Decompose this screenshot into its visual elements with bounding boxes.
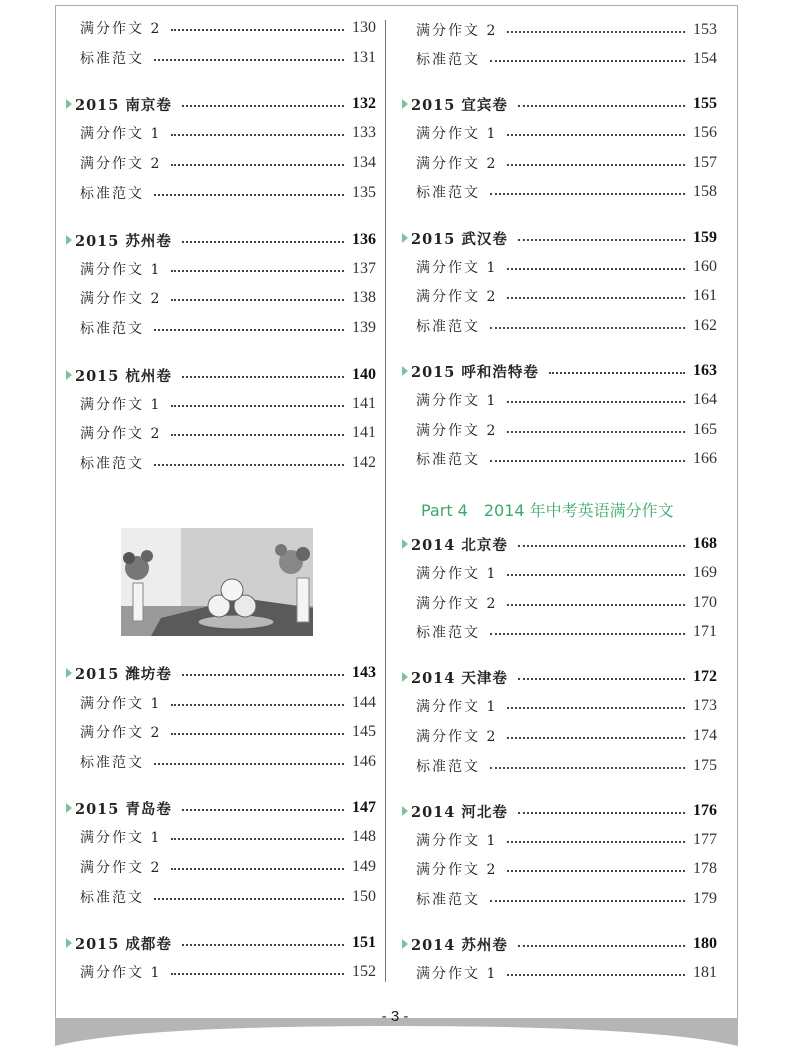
dot-leader bbox=[518, 239, 685, 241]
entry-page-number: 145 bbox=[352, 723, 376, 740]
entry-page-number: 163 bbox=[693, 362, 717, 379]
entry-title: 2015 杭州卷 bbox=[75, 367, 172, 385]
toc-section-entry bbox=[66, 796, 376, 820]
entry-title: 2015 南京卷 bbox=[75, 96, 172, 114]
entry-title: 满分作文 1 bbox=[416, 699, 498, 715]
toc-entry bbox=[416, 828, 717, 852]
entry-title: 满分作文 2 bbox=[80, 725, 162, 741]
dot-leader bbox=[171, 868, 344, 870]
toc-entry bbox=[80, 392, 376, 416]
entry-page-number: 153 bbox=[693, 21, 717, 38]
entry-page-number: 172 bbox=[693, 668, 717, 685]
toc-entry bbox=[416, 591, 717, 615]
toc-entry bbox=[416, 255, 717, 279]
dot-leader bbox=[171, 164, 344, 166]
toc-entry bbox=[416, 887, 717, 911]
entry-page-number: 160 bbox=[693, 258, 717, 275]
toc-section-entry bbox=[402, 359, 717, 383]
dot-leader bbox=[490, 633, 685, 635]
toc-entry bbox=[80, 257, 376, 281]
toc-entry bbox=[80, 691, 376, 715]
dot-leader bbox=[154, 329, 344, 331]
entry-title: 2014 苏州卷 bbox=[411, 936, 508, 954]
entry-page-number: 174 bbox=[693, 727, 717, 744]
entry-title: 标准范文 bbox=[416, 319, 480, 335]
toc-entry bbox=[80, 421, 376, 445]
dot-leader bbox=[182, 241, 344, 243]
dot-leader bbox=[507, 974, 685, 976]
entry-page-number: 181 bbox=[693, 964, 717, 981]
toc-entry bbox=[416, 314, 717, 338]
entry-title: 满分作文 2 bbox=[80, 860, 162, 876]
column-divider bbox=[385, 20, 386, 982]
entry-title: 满分作文 1 bbox=[80, 397, 162, 413]
entry-title: 满分作文 2 bbox=[416, 289, 498, 305]
dot-leader bbox=[518, 105, 685, 107]
dot-leader bbox=[154, 464, 344, 466]
entry-page-number: 135 bbox=[352, 184, 376, 201]
toc-entry bbox=[80, 825, 376, 849]
entry-page-number: 154 bbox=[693, 50, 717, 67]
dot-leader bbox=[549, 372, 685, 374]
entry-title: 满分作文 1 bbox=[416, 126, 498, 142]
toc-entry bbox=[80, 855, 376, 879]
toc-entry bbox=[416, 857, 717, 881]
entry-page-number: 170 bbox=[693, 594, 717, 611]
dot-leader bbox=[154, 763, 344, 765]
entry-title: 2015 武汉卷 bbox=[411, 230, 508, 248]
toc-entry bbox=[416, 447, 717, 471]
toc-section-entry bbox=[402, 92, 717, 116]
dot-leader bbox=[154, 59, 344, 61]
toc-entry bbox=[80, 885, 376, 909]
triangle-marker-icon bbox=[66, 99, 72, 109]
entry-page-number: 132 bbox=[352, 95, 376, 112]
dot-leader bbox=[171, 704, 344, 706]
triangle-marker-icon bbox=[402, 939, 408, 949]
entry-page-number: 141 bbox=[352, 424, 376, 441]
entry-title: 满分作文 2 bbox=[416, 156, 498, 172]
dot-leader bbox=[507, 604, 685, 606]
part-title: 2014 年中考英语满分作文 bbox=[483, 501, 674, 520]
entry-page-number: 166 bbox=[693, 450, 717, 467]
triangle-marker-icon bbox=[66, 668, 72, 678]
toc-entry bbox=[416, 151, 717, 175]
entry-title: 2015 成都卷 bbox=[75, 935, 172, 953]
entry-title: 标准范文 bbox=[416, 52, 480, 68]
entry-page-number: 144 bbox=[352, 694, 376, 711]
entry-page-number: 157 bbox=[693, 154, 717, 171]
toc-entry bbox=[416, 961, 717, 985]
dot-leader bbox=[507, 574, 685, 576]
dot-leader bbox=[507, 268, 685, 270]
entry-title: 2015 宜宾卷 bbox=[411, 96, 508, 114]
toc-entry bbox=[416, 388, 717, 412]
dot-leader bbox=[490, 767, 685, 769]
entry-title: 2014 河北卷 bbox=[411, 803, 508, 821]
entry-page-number: 131 bbox=[352, 49, 376, 66]
triangle-marker-icon bbox=[66, 803, 72, 813]
toc-section-entry bbox=[402, 665, 717, 689]
dot-leader bbox=[518, 545, 685, 547]
dot-leader bbox=[490, 193, 685, 195]
dot-leader bbox=[490, 460, 685, 462]
dot-leader bbox=[507, 401, 685, 403]
toc-section-entry bbox=[66, 228, 376, 252]
entry-page-number: 165 bbox=[693, 421, 717, 438]
entry-page-number: 142 bbox=[352, 454, 376, 471]
entry-title: 满分作文 2 bbox=[80, 156, 162, 172]
toc-entry bbox=[80, 316, 376, 340]
entry-page-number: 151 bbox=[352, 934, 376, 951]
dot-leader bbox=[490, 327, 685, 329]
toc-entry bbox=[416, 694, 717, 718]
entry-page-number: 169 bbox=[693, 564, 717, 581]
dot-leader bbox=[507, 431, 685, 433]
entry-title: 满分作文 1 bbox=[80, 965, 162, 981]
dot-leader bbox=[171, 270, 344, 272]
toc-section-entry bbox=[402, 226, 717, 250]
entry-page-number: 179 bbox=[693, 890, 717, 907]
dot-leader bbox=[171, 134, 344, 136]
entry-title: 2015 呼和浩特卷 bbox=[411, 363, 539, 381]
entry-page-number: 140 bbox=[352, 366, 376, 383]
entry-page-number: 175 bbox=[693, 757, 717, 774]
page-number: - 3 - bbox=[381, 1008, 409, 1025]
entry-title: 标准范文 bbox=[80, 755, 144, 771]
dot-leader bbox=[507, 164, 685, 166]
dot-leader bbox=[182, 809, 344, 811]
triangle-marker-icon bbox=[402, 99, 408, 109]
entry-page-number: 152 bbox=[352, 963, 376, 980]
entry-title: 满分作文 2 bbox=[416, 729, 498, 745]
entry-page-number: 176 bbox=[693, 802, 717, 819]
toc-entry bbox=[80, 286, 376, 310]
triangle-marker-icon bbox=[402, 539, 408, 549]
part-heading bbox=[421, 498, 690, 521]
entry-page-number: 137 bbox=[352, 260, 376, 277]
entry-page-number: 168 bbox=[693, 535, 717, 552]
entry-page-number: 162 bbox=[693, 317, 717, 334]
entry-page-number: 158 bbox=[693, 183, 717, 200]
toc-entry bbox=[416, 47, 717, 71]
entry-title: 标准范文 bbox=[416, 185, 480, 201]
entry-page-number: 141 bbox=[352, 395, 376, 412]
entry-title: 满分作文 2 bbox=[416, 596, 498, 612]
toc-entry bbox=[416, 180, 717, 204]
toc-entry bbox=[416, 620, 717, 644]
dot-leader bbox=[171, 733, 344, 735]
dot-leader bbox=[182, 674, 344, 676]
toc-entry bbox=[416, 121, 717, 145]
entry-title: 标准范文 bbox=[80, 890, 144, 906]
toc-entry bbox=[80, 181, 376, 205]
entry-title: 满分作文 1 bbox=[416, 833, 498, 849]
entry-title: 标准范文 bbox=[416, 452, 480, 468]
toc-section-entry bbox=[66, 661, 376, 685]
entry-title: 满分作文 1 bbox=[80, 696, 162, 712]
dot-leader bbox=[154, 194, 344, 196]
toc-entry bbox=[416, 724, 717, 748]
entry-title: 满分作文 2 bbox=[80, 291, 162, 307]
dot-leader bbox=[507, 297, 685, 299]
dot-leader bbox=[490, 900, 685, 902]
toc-section-entry bbox=[402, 932, 717, 956]
toc-entry bbox=[416, 561, 717, 585]
entry-page-number: 155 bbox=[693, 95, 717, 112]
entry-title: 标准范文 bbox=[80, 51, 144, 67]
entry-page-number: 134 bbox=[352, 154, 376, 171]
toc-section-entry bbox=[66, 92, 376, 116]
entry-title: 满分作文 1 bbox=[416, 966, 498, 982]
entry-title: 2015 苏州卷 bbox=[75, 232, 172, 250]
entry-page-number: 149 bbox=[352, 858, 376, 875]
entry-title: 满分作文 2 bbox=[416, 423, 498, 439]
entry-title: 满分作文 1 bbox=[80, 126, 162, 142]
dot-leader bbox=[490, 60, 685, 62]
entry-page-number: 133 bbox=[352, 124, 376, 141]
triangle-marker-icon bbox=[66, 235, 72, 245]
entry-page-number: 178 bbox=[693, 860, 717, 877]
dot-leader bbox=[518, 812, 685, 814]
toc-section-entry bbox=[402, 532, 717, 556]
entry-page-number: 147 bbox=[352, 799, 376, 816]
entry-page-number: 161 bbox=[693, 287, 717, 304]
dot-leader bbox=[507, 841, 685, 843]
entry-title: 标准范文 bbox=[80, 321, 144, 337]
toc-entry bbox=[416, 284, 717, 308]
entry-title: 满分作文 1 bbox=[416, 566, 498, 582]
entry-title: 2015 青岛卷 bbox=[75, 800, 172, 818]
entry-title: 满分作文 2 bbox=[416, 23, 498, 39]
triangle-marker-icon bbox=[402, 806, 408, 816]
toc-entry bbox=[80, 151, 376, 175]
entry-title: 满分作文 1 bbox=[416, 393, 498, 409]
dot-leader bbox=[507, 707, 685, 709]
toc-entry bbox=[80, 750, 376, 774]
entry-page-number: 150 bbox=[352, 888, 376, 905]
entry-page-number: 139 bbox=[352, 319, 376, 336]
toc-section-entry bbox=[402, 799, 717, 823]
dot-leader bbox=[154, 898, 344, 900]
entry-page-number: 143 bbox=[352, 664, 376, 681]
entry-title: 满分作文 1 bbox=[80, 262, 162, 278]
toc-entry bbox=[80, 720, 376, 744]
entry-page-number: 156 bbox=[693, 124, 717, 141]
dot-leader bbox=[518, 945, 685, 947]
entry-page-number: 148 bbox=[352, 828, 376, 845]
entry-title: 满分作文 2 bbox=[80, 21, 162, 37]
entry-page-number: 130 bbox=[352, 19, 376, 36]
dot-leader bbox=[518, 678, 685, 680]
triangle-marker-icon bbox=[66, 938, 72, 948]
entry-title: 标准范文 bbox=[416, 892, 480, 908]
entry-title: 满分作文 2 bbox=[80, 426, 162, 442]
triangle-marker-icon bbox=[66, 370, 72, 380]
dot-leader bbox=[507, 737, 685, 739]
decorative-photo-apples bbox=[121, 528, 313, 636]
toc-entry bbox=[416, 18, 717, 42]
entry-title: 标准范文 bbox=[80, 456, 144, 472]
entry-page-number: 138 bbox=[352, 289, 376, 306]
dot-leader bbox=[507, 31, 685, 33]
entry-title: 标准范文 bbox=[416, 759, 480, 775]
dot-leader bbox=[182, 944, 344, 946]
entry-page-number: 136 bbox=[352, 231, 376, 248]
entry-page-number: 146 bbox=[352, 753, 376, 770]
dot-leader bbox=[171, 299, 344, 301]
dot-leader bbox=[507, 870, 685, 872]
entry-title: 满分作文 1 bbox=[416, 260, 498, 276]
entry-page-number: 171 bbox=[693, 623, 717, 640]
entry-title: 2014 北京卷 bbox=[411, 536, 508, 554]
dot-leader bbox=[171, 29, 344, 31]
triangle-marker-icon bbox=[402, 366, 408, 376]
toc-entry bbox=[416, 418, 717, 442]
toc-entry bbox=[80, 121, 376, 145]
entry-page-number: 159 bbox=[693, 229, 717, 246]
entry-page-number: 177 bbox=[693, 831, 717, 848]
dot-leader bbox=[171, 973, 344, 975]
toc-section-entry bbox=[66, 931, 376, 955]
entry-title: 满分作文 1 bbox=[80, 830, 162, 846]
toc-entry bbox=[80, 451, 376, 475]
dot-leader bbox=[171, 405, 344, 407]
entry-title: 标准范文 bbox=[416, 625, 480, 641]
entry-page-number: 173 bbox=[693, 697, 717, 714]
dot-leader bbox=[507, 134, 685, 136]
dot-leader bbox=[182, 105, 344, 107]
dot-leader bbox=[182, 376, 344, 378]
triangle-marker-icon bbox=[402, 672, 408, 682]
entry-title: 标准范文 bbox=[80, 186, 144, 202]
toc-entry bbox=[80, 16, 376, 40]
entry-page-number: 164 bbox=[693, 391, 717, 408]
entry-title: 2015 潍坊卷 bbox=[75, 665, 172, 683]
toc-section-entry bbox=[66, 363, 376, 387]
toc-entry bbox=[416, 754, 717, 778]
entry-page-number: 180 bbox=[693, 935, 717, 952]
entry-title: 2014 天津卷 bbox=[411, 669, 508, 687]
entry-title: 满分作文 2 bbox=[416, 862, 498, 878]
toc-entry bbox=[80, 960, 376, 984]
part-label: Part 4 bbox=[421, 501, 468, 520]
toc-entry bbox=[80, 46, 376, 70]
dot-leader bbox=[171, 838, 344, 840]
triangle-marker-icon bbox=[402, 233, 408, 243]
dot-leader bbox=[171, 434, 344, 436]
